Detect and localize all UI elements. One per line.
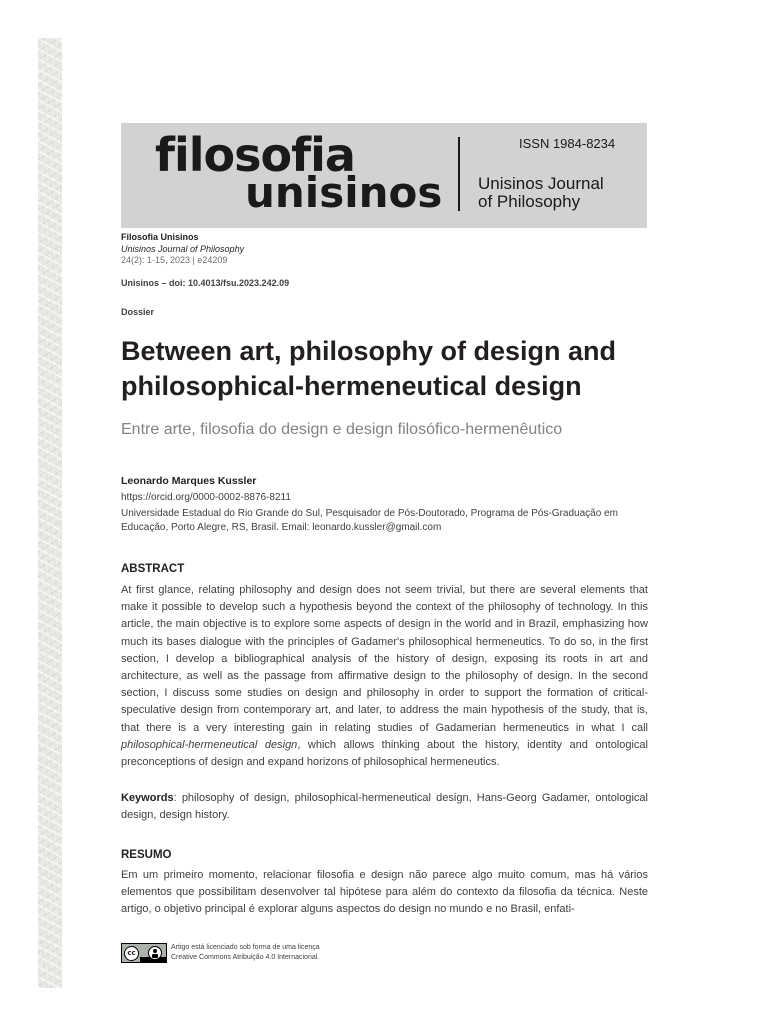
abstract-text-part1: At first glance, relating philosophy and design does not seem trivial, but there are several elements that make it possible to develop such a hypothesis beyond the context of the philosophy of technology. In this article, the main objective is to explore some aspects of design in the world and in Brazil, emphasizing how much its bases dialogue with the principles of Gadamer's philosophical hermeneutics. To do so, in the first section, I develop a bibliographical analysis of the history of design, exposing its roots in art and architecture, as well as the passage from affirmative design to the philosophy of design. In the second section, I discuss some studies on design and philosophy in order to support the formation of critical-speculative design from contemporary art, and later, to address the main hypothesis of the study, that is, that there is a very interesting gain in relating studies of Gadamerian hermeneutics in what I call: [121, 584, 648, 734]
resumo-text: Em um primeiro momento, relacionar filosofia e design não parece algo muito comum, mas há vários elementos que possibilitam desenvolver tal hipótese para além do contexto da filosofia da técnica. Neste artigo, o objetivo principal é explorar alguns aspectos do design no mundo e no Brasil, enfati-: [121, 869, 648, 916]
author-affiliation: Universidade Estadual do Rio Grande do Sul, Pesquisador de Pós-Doutorado, Programa de Pós-Graduação em Educação, Porto Alegre, RS, Brasil. Email: leonardo.kussler@gmail.com: [121, 508, 618, 533]
abstract-text-part2: , which allows thinking about the history, identity and ontological preconceptions of design and expand horizons of philosophical hermeneutics.: [121, 738, 648, 769]
volume-info: 24(2): 1-15, 2023 | e24209: [121, 255, 228, 265]
cc-icon: cc: [124, 946, 139, 961]
keywords-text: : philosophy of design, philosophical-hermeneutical design, Hans-Georg Gadamer, ontological design, design history.: [121, 792, 648, 822]
license-text: [171, 943, 320, 963]
logo-filosofia: filosofia: [155, 128, 355, 182]
logo-unisinos: unisinos: [245, 168, 443, 217]
journal-subtitle: Unisinos Journal of Philosophy: [121, 243, 245, 254]
abstract-heading: ABSTRACT: [121, 563, 185, 575]
logo-divider: [458, 137, 460, 211]
article-subtitle: Entre arte, filosofia do design e design filosófico-hermenêutico: [121, 421, 563, 438]
journal-english-name: [478, 175, 648, 211]
license-line1: Artigo está licenciado sob forma de uma licença: [171, 944, 320, 951]
paper-texture-strip: [38, 38, 62, 988]
keywords: [121, 790, 648, 824]
doi-line[interactable]: Unisinos – doi: 10.4013/fsu.2023.242.09: [121, 278, 290, 288]
journal-name: Filosofia Unisinos: [121, 232, 199, 242]
resumo-heading: RESUMO: [121, 849, 172, 861]
abstract-text: [121, 582, 648, 771]
abstract-text-italic: philosophical-hermeneutical design: [121, 738, 298, 751]
journal-english-line1: Unisinos Journal: [478, 174, 604, 193]
article-title: Between art, philosophy of design and philosophical-hermeneutical design: [121, 336, 617, 401]
license-line2: Creative Commons Atribuição 4.0 Internacional.: [171, 954, 320, 961]
issn-label: ISSN 1984-8234: [519, 136, 616, 151]
journal-masthead: [121, 123, 647, 228]
section-label: Dossier: [121, 307, 155, 317]
journal-english-line2: of Philosophy: [478, 192, 581, 211]
orcid-link[interactable]: https://orcid.org/0000-0002-8876-8211: [121, 492, 291, 503]
attribution-person-icon: [148, 946, 162, 960]
author-name: Leonardo Marques Kussler: [121, 475, 257, 487]
keywords-label: Keywords: [121, 792, 174, 804]
journal-meta: [121, 232, 244, 267]
cc-by-badge-icon[interactable]: [121, 943, 167, 963]
